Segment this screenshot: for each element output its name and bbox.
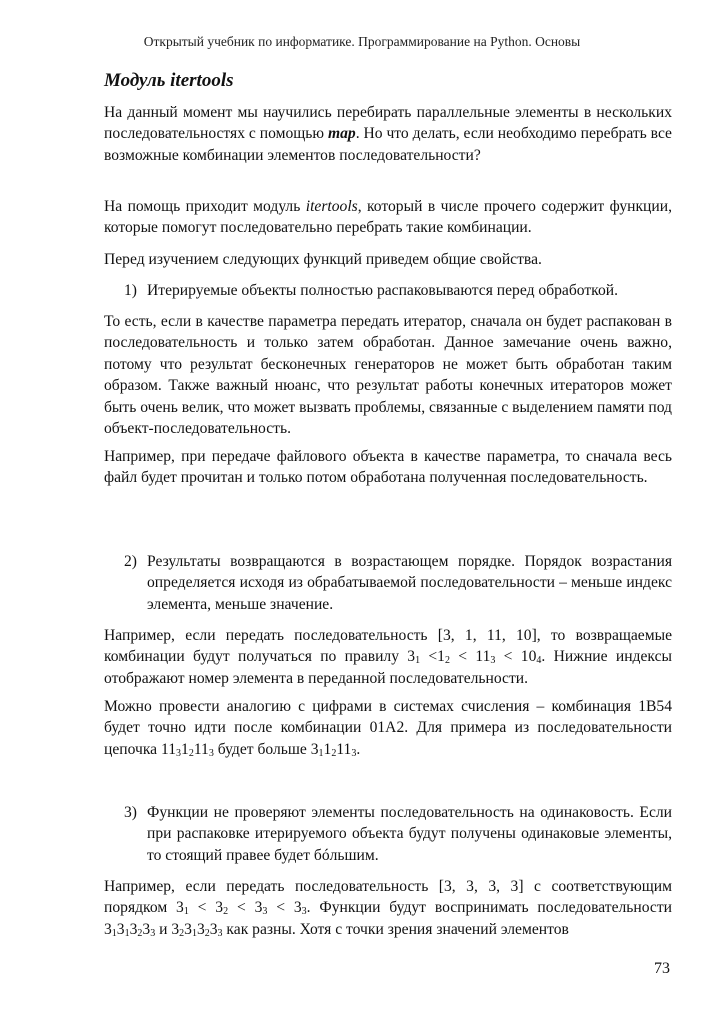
section-title: Модуль itertools bbox=[104, 70, 234, 91]
paragraph-file-example: Например, при передаче файлового объекта в качестве параметра, то сначала весь файл будет прочитан и только потом обработана полученная последовательность. bbox=[104, 448, 672, 487]
paragraph-intro: На данный момент мы научились перебирать параллельные элементы в нескольких последовательностях с помощью map. Но что делать, если необходимо перебрать все возможные комбинации элементов последовательности? bbox=[104, 104, 672, 164]
paragraph-itertools: На помощь приходит модуль itertools, который в числе прочего содержит функции, которые помогут последовательно перебрать такие комбинации. bbox=[104, 198, 672, 237]
list-text: Функции не проверяют элементы последовательность на одинаковость. Если при распаковке итерируемого объекта будут получены одинаковые элементы, то стоящий правее будет бóльшим. bbox=[147, 804, 672, 864]
list-number: 3) bbox=[124, 804, 137, 821]
list-number: 2) bbox=[124, 553, 137, 570]
page-header: Открытый учебник по информатике. Программирование на Python. Основы bbox=[143, 34, 581, 49]
list-text: Результаты возвращаются в возрастающем порядке. Порядок возрастания определяется исходя из обрабатываемой последовательности – меньше индекс элемента, меньше значение. bbox=[147, 553, 672, 613]
paragraph-properties-intro: Перед изучением следующих функций приведем общие свойства. bbox=[104, 251, 542, 268]
paragraph-duplicates-example: Например, если передать последовательность [3, 3, 3, 3] с соответствующим порядком $3_1 < 3_2 < 3_3 < 3_3$. Функции будут воспринимать последовательности $3_13_13_23_3$ и $3_23_13_23_3$ как разны. Хотя с точки зрения значений элементов bbox=[104, 878, 672, 939]
list-text: Итерируемые объекты полностью распаковываются перед обработкой. bbox=[147, 282, 619, 299]
paragraph-order-example: Например, если передать последовательность [3, 1, 11, 10], то возвращаемые комбинации будут получаться по правилу $3_1 <1_2 < 11_3 < 10_4$. Нижние индексы отображают номер элемента в переданной последовательности. bbox=[104, 627, 672, 687]
paragraph-analogy: Можно провести аналогию с цифрами в системах счисления – комбинация 1B54 будет точно идти после комбинации 01A2. Для примера из последовательности цепочка $11_31_211_3$ будет больше $3_11_211_3$. bbox=[104, 698, 672, 759]
paragraph-unpacking: То есть, если в качестве параметра передать итератор, сначала он будет распакован в последовательность и только затем обработан. Данное замечание очень важно, потому что результат бесконечных генераторов не может быть обработан таким образом. Также важный нюанс, что результат работы конечных итераторов может быть очень велик, что может вызвать проблемы, связанные с выделением памяти под объект-последовательность. bbox=[104, 313, 672, 438]
list-item-1 bbox=[124, 280, 672, 301]
list-item-2 bbox=[124, 551, 672, 615]
page-number: 73 bbox=[654, 960, 670, 977]
list-number: 1) bbox=[124, 282, 137, 299]
list-item-3 bbox=[124, 802, 672, 866]
